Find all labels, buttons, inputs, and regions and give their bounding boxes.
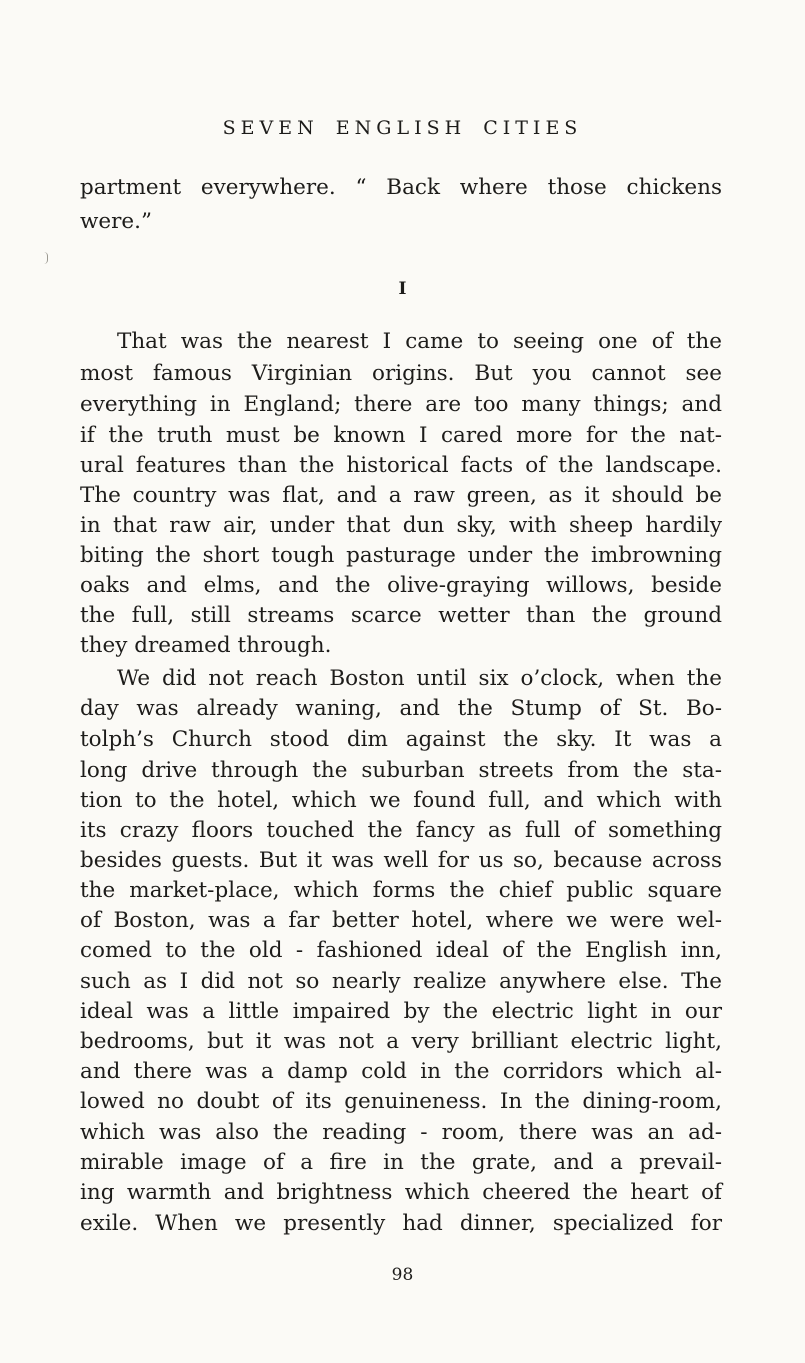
text-line: long drive through the suburban streets from the sta- <box>80 758 722 783</box>
page-number: 98 <box>391 1265 414 1285</box>
text-line: which was also the reading - room, there was an ad- <box>80 1120 722 1145</box>
text-line: We did not reach Boston until six o’clock, when the <box>117 666 722 691</box>
text-line: ing warmth and brightness which cheered the heart of <box>80 1180 722 1205</box>
text-line: partment everywhere. “ Back where those chickens <box>80 175 722 200</box>
text-line: oaks and elms, and the olive-graying willows, beside <box>80 573 722 598</box>
section-number: I <box>398 279 407 299</box>
text-line: everything in England; there are too many things; and <box>80 392 722 417</box>
text-line: comed to the old - fashioned ideal of the English inn, <box>80 938 722 963</box>
text-line: its crazy floors touched the fancy as full of something <box>80 818 722 843</box>
text-line: exile. When we presently had dinner, specialized for <box>80 1211 722 1236</box>
text-line: That was the nearest I came to seeing one of the <box>117 329 722 354</box>
text-line: they dreamed through. <box>80 633 332 658</box>
text-line: if the truth must be known I cared more for the nat- <box>80 423 722 448</box>
text-line: most famous Virginian origins. But you cannot see <box>80 361 722 386</box>
text-line: besides guests. But it was well for us so, because across <box>80 848 722 873</box>
text-line: mirable image of a fire in the grate, and a prevail- <box>80 1150 722 1175</box>
text-line: biting the short tough pasturage under the imbrowning <box>80 543 722 568</box>
text-line: tolph’s Church stood dim against the sky. It was a <box>80 727 722 752</box>
text-line: the market-place, which forms the chief public square <box>80 878 722 903</box>
text-line: were.” <box>80 209 152 234</box>
text-line: The country was flat, and a raw green, as it should be <box>80 483 722 508</box>
text-line: bedrooms, but it was not a very brilliant electric light, <box>80 1029 722 1054</box>
text-line: such as I did not so nearly realize anywhere else. The <box>80 969 722 994</box>
text-line: ural features than the historical facts of the landscape. <box>80 453 722 478</box>
text-line: of Boston, was a far better hotel, where we were wel- <box>80 908 722 933</box>
text-line: tion to the hotel, which we found full, and which with <box>80 788 722 813</box>
text-line: ideal was a little impaired by the electric light in our <box>80 999 722 1024</box>
text-line: the full, still streams scarce wetter than the ground <box>80 603 722 628</box>
running-title: SEVEN ENGLISH CITIES <box>222 117 583 139</box>
text-line: and there was a damp cold in the corridors which al- <box>80 1059 722 1084</box>
text-line: day was already waning, and the Stump of St. Bo- <box>80 696 722 721</box>
margin-mark <box>44 252 48 264</box>
text-line: in that raw air, under that dun sky, with sheep hardily <box>80 513 722 538</box>
text-line: lowed no doubt of its genuineness. In the dining-room, <box>80 1089 722 1114</box>
